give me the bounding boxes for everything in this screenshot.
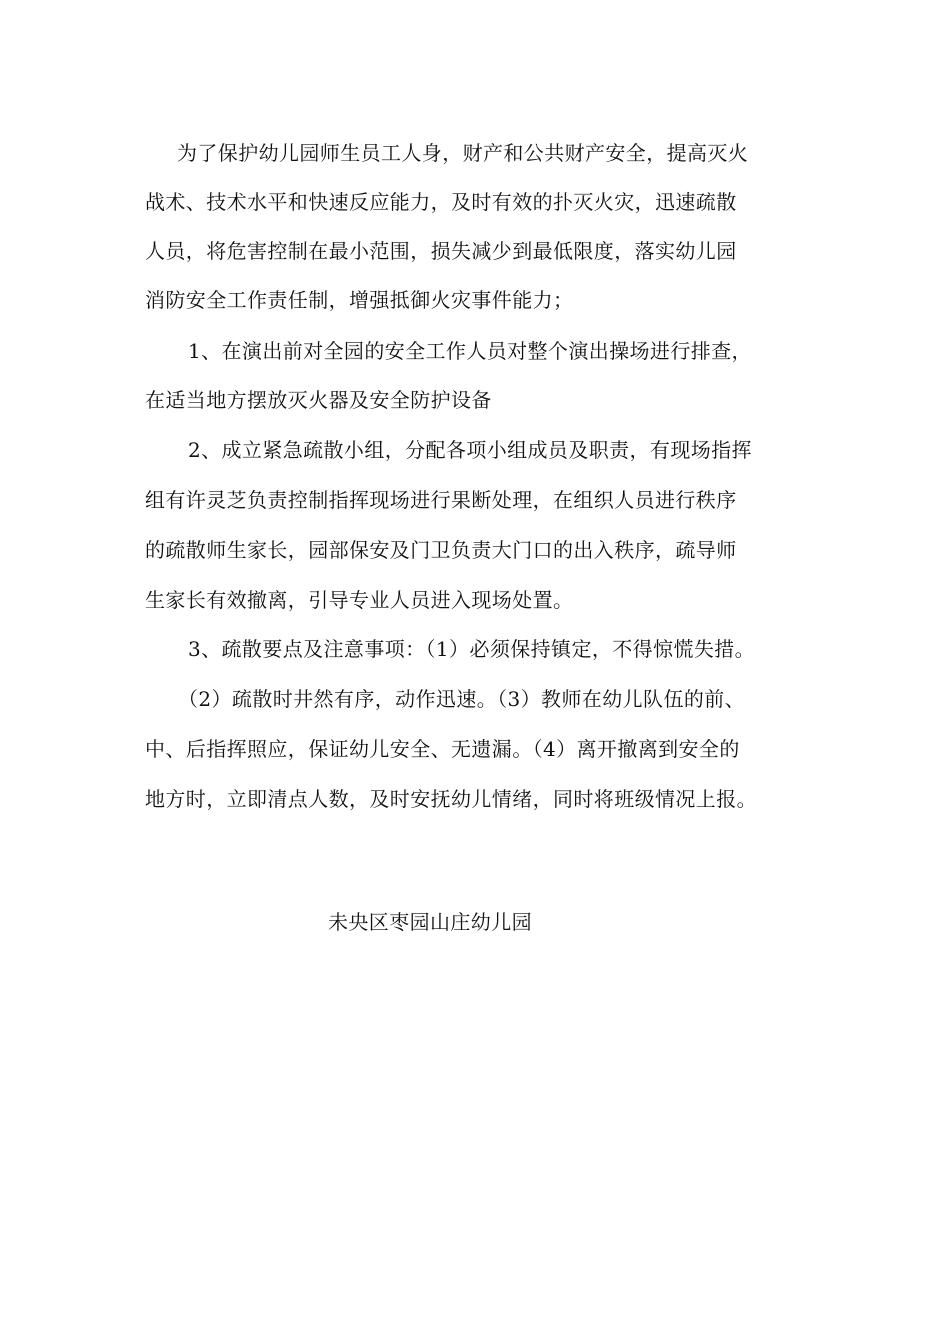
paragraph-3-line-1: 2、成立紧急疏散小组，分配各项小组成员及职责，有现场指挥: [188, 438, 752, 462]
paragraph-2-line-1: 1、在演出前对全园的安全工作人员对整个演出操场进行排查，: [188, 339, 752, 363]
paragraph-1-line-3: 人员，将危害控制在最小范围，损失减少到最低限度，落实幼儿园: [145, 239, 737, 263]
paragraph-4-line-1: 3、疏散要点及注意事项：（1）必须保持镇定，不得惊慌失措。: [188, 637, 756, 661]
paragraph-3-line-3: 的疏散师生家长，园部保安及门卫负责大门口的出入秩序，疏导师: [145, 538, 737, 562]
paragraph-3-line-4: 生家长有效撤离，引导专业人员进入现场处置。: [145, 588, 574, 612]
paragraph-3-line-2: 组有许灵芝负责控制指挥现场进行果断处理，在组织人员进行秩序: [145, 488, 737, 512]
paragraph-4-line-4: 地方时，立即清点人数，及时安抚幼儿情绪，同时将班级情况上报。: [145, 787, 757, 811]
paragraph-1-line-2: 战术、技术水平和快速反应能力，及时有效的扑灭火灾，迅速疏散: [145, 190, 737, 214]
paragraph-1-line-1: 为了保护幼儿园师生员工人身，财产和公共财产安全，提高灭火: [177, 141, 749, 165]
paragraph-1-line-4: 消防安全工作责任制，增强抵御火灾事件能力；: [145, 288, 574, 312]
paragraph-4-line-2: （2）疏散时井然有序，动作迅速。（3）教师在幼儿队伍的前、: [178, 687, 746, 711]
signature-organization-name: 未央区枣园山庄幼儿园: [328, 910, 532, 934]
paragraph-2-line-2: 在适当地方摆放灭火器及安全防护设备: [145, 388, 492, 412]
paragraph-4-line-3: 中、后指挥照应，保证幼儿安全、无遗漏。（4）离开撤离到安全的: [145, 737, 740, 761]
